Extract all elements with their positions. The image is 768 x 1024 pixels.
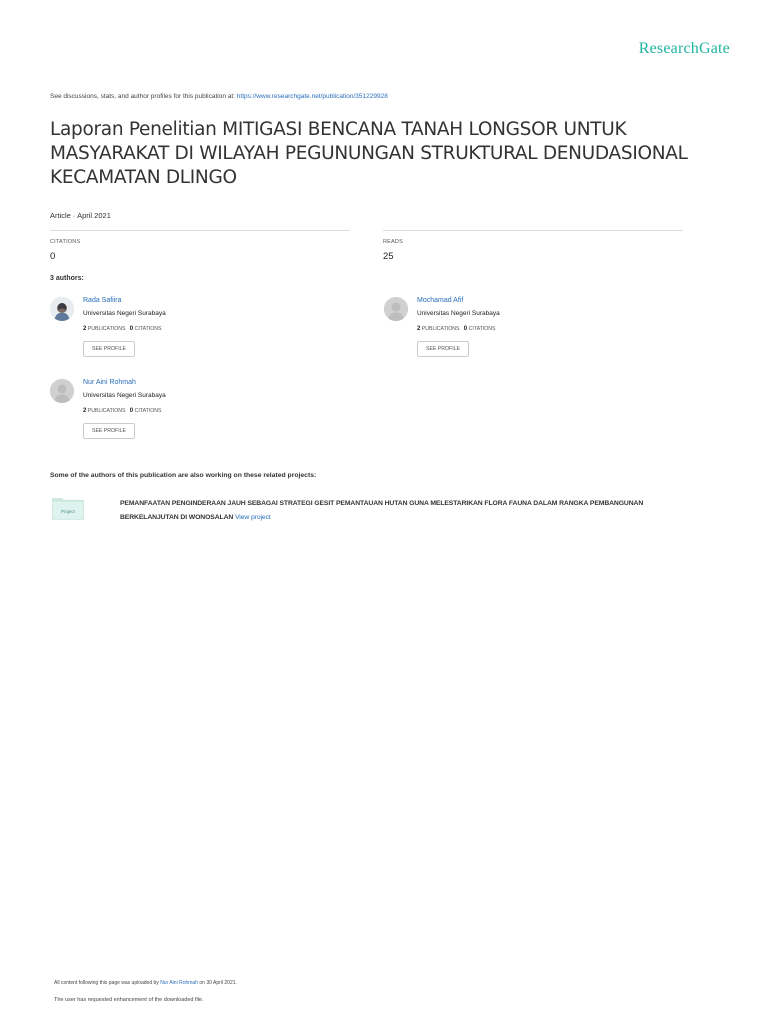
avatar[interactable] bbox=[50, 379, 74, 403]
author-institution: Universitas Negeri Surabaya bbox=[83, 392, 166, 399]
author-card bbox=[384, 297, 684, 367]
author-name[interactable]: Mochamad Afif bbox=[417, 297, 464, 304]
author-stats bbox=[417, 326, 496, 332]
author-name[interactable]: Rada Safiira bbox=[83, 297, 122, 304]
publications-count: 2 bbox=[83, 408, 87, 414]
upload-note-pre: All content following this page was uploaded by bbox=[54, 980, 161, 986]
avatar[interactable] bbox=[384, 297, 408, 321]
citations-label: CITATIONS bbox=[468, 326, 496, 332]
project-description bbox=[120, 497, 680, 525]
author-institution: Universitas Negeri Surabaya bbox=[83, 310, 166, 317]
citations-count: 0 bbox=[129, 326, 134, 332]
reads-value: 25 bbox=[383, 251, 394, 262]
publications-label: PUBLICATIONS bbox=[421, 326, 460, 332]
reads-label: READS bbox=[383, 239, 403, 245]
default-user-icon bbox=[50, 379, 74, 403]
publications-count: 2 bbox=[83, 326, 87, 332]
publication-url-line bbox=[50, 93, 388, 100]
uploader-link[interactable]: Nur Aini Rohmah bbox=[160, 980, 198, 986]
see-profile-button[interactable]: SEE PROFILE bbox=[417, 341, 469, 357]
see-profile-button[interactable]: SEE PROFILE bbox=[83, 341, 135, 357]
author-name[interactable]: Nur Aini Rohmah bbox=[83, 379, 136, 386]
upload-note-post: on 30 April 2021. bbox=[197, 980, 237, 986]
author-photo-icon bbox=[50, 297, 74, 321]
citations-count: 0 bbox=[129, 408, 134, 414]
default-user-icon bbox=[384, 297, 408, 321]
citations-value: 0 bbox=[50, 251, 56, 262]
project-badge: Project bbox=[60, 509, 76, 514]
view-project-link[interactable]: View project bbox=[234, 514, 271, 521]
see-text: See discussions, stats, and author profiles for this publication at: bbox=[50, 93, 237, 100]
researchgate-logo[interactable]: ResearchGate bbox=[638, 40, 730, 57]
publications-label: PUBLICATIONS bbox=[87, 326, 126, 332]
author-card bbox=[50, 297, 350, 367]
enhancement-note: The user has requested enhancement of the downloaded file. bbox=[54, 997, 204, 1003]
publications-label: PUBLICATIONS bbox=[87, 408, 126, 414]
project-title: PEMANFAATAN PENGINDERAAN JAUH SEBAGAI STRATEGI GESIT PEMANTAUAN HUTAN GUNA MELESTARIKAN FLORA FAUNA DALAM RANGKA PEMBANGUNAN BERKELANJUTAN DI WONOSALAN bbox=[120, 500, 644, 521]
related-projects-heading: Some of the authors of this publication are also working on these related projects: bbox=[50, 472, 317, 479]
reads-stat bbox=[383, 230, 683, 262]
citations-label: CITATIONS bbox=[134, 326, 162, 332]
author-institution: Universitas Negeri Surabaya bbox=[417, 310, 500, 317]
avatar[interactable] bbox=[50, 297, 74, 321]
publications-count: 2 bbox=[417, 326, 421, 332]
project-folder-icon[interactable] bbox=[52, 496, 84, 520]
author-stats bbox=[83, 326, 162, 332]
citations-label: CITATIONS bbox=[50, 239, 81, 245]
upload-note bbox=[54, 980, 237, 986]
publication-url-link[interactable]: https://www.researchgate.net/publication/351229928 bbox=[236, 93, 388, 100]
author-stats bbox=[83, 408, 162, 414]
citations-stat bbox=[50, 230, 350, 262]
publication-title: Laporan Penelitian MITIGASI BENCANA TANAH LONGSOR UNTUK MASYARAKAT DI WILAYAH PEGUNUNGAN STRUKTURAL DENUDASIONAL KECAMATAN DLINGO bbox=[50, 119, 688, 188]
citations-label: CITATIONS bbox=[134, 408, 162, 414]
authors-heading: 3 authors: bbox=[50, 275, 84, 282]
article-meta: Article · April 2021 bbox=[50, 211, 111, 220]
author-card bbox=[50, 379, 350, 449]
citations-count: 0 bbox=[463, 326, 468, 332]
see-profile-button[interactable]: SEE PROFILE bbox=[83, 423, 135, 439]
